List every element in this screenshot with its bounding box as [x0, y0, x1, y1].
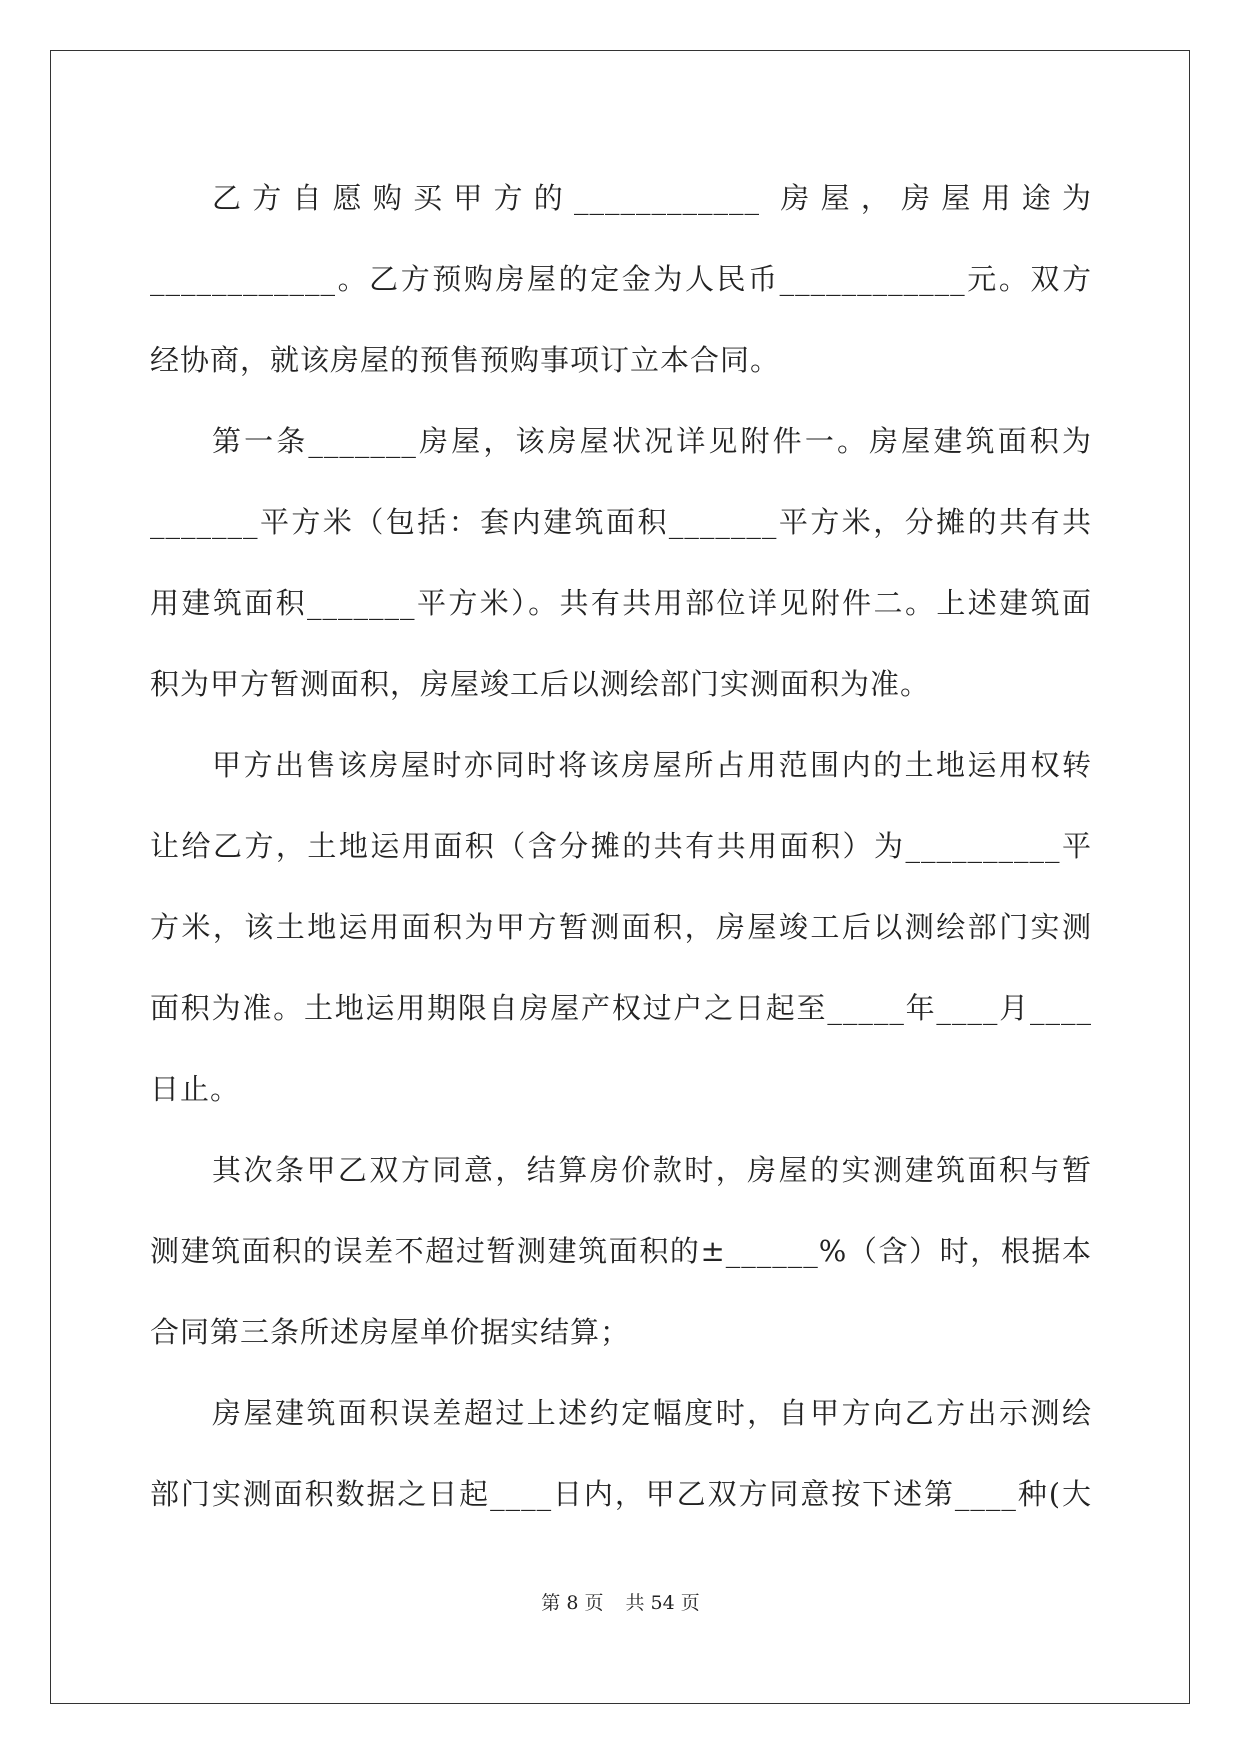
text-line: 合同第三条所述房屋单价据实结算；	[150, 1315, 631, 1349]
text-line: 让给乙方，土地运用面积（含分摊的共有共用面积）为__________平	[150, 829, 1092, 863]
text-line: 经协商，就该房屋的预售预购事项订立本合同。	[150, 343, 781, 377]
document-body	[150, 158, 1092, 1535]
text-line: 房屋建筑面积误差超过上述约定幅度时，自甲方向乙方出示测绘	[212, 1396, 1092, 1430]
text-line: 部门实测面积数据之日起____日内，甲乙双方同意按下述第____种(大	[150, 1477, 1092, 1511]
text-line: ____________。乙方预购房屋的定金为人民币____________元。双方	[150, 262, 1092, 296]
text-line: 日止。	[150, 1072, 241, 1106]
text-line: 积为甲方暂测面积，房屋竣工后以测绘部门实测面积为准。	[150, 667, 931, 701]
page-footer	[0, 1588, 1241, 1615]
text-line: _______平方米（包括：套内建筑面积_______平方米，分摊的共有共	[150, 505, 1092, 539]
text-line: 乙方自愿购买甲方的____________ 房屋，房屋用途为	[212, 181, 1092, 215]
page-number: 第 8 页	[541, 1592, 604, 1614]
text-line: 第一条_______房屋，该房屋状况详见附件一。房屋建筑面积为	[212, 424, 1092, 458]
text-line: 测建筑面积的误差不超过暂测建筑面积的±______%（含）时，根据本	[150, 1234, 1092, 1268]
text-line: 面积为准。土地运用期限自房屋产权过户之日起至_____年____月____	[150, 991, 1092, 1025]
text-line: 其次条甲乙双方同意，结算房价款时，房屋的实测建筑面积与暂	[212, 1153, 1092, 1187]
page-total: 共 54 页	[625, 1592, 700, 1614]
text-line: 甲方出售该房屋时亦同时将该房屋所占用范围内的土地运用权转	[212, 748, 1092, 782]
text-line: 方米，该土地运用面积为甲方暂测面积，房屋竣工后以测绘部门实测	[150, 910, 1092, 944]
text-line: 用建筑面积_______平方米）。共有共用部位详见附件二。上述建筑面	[150, 586, 1092, 620]
